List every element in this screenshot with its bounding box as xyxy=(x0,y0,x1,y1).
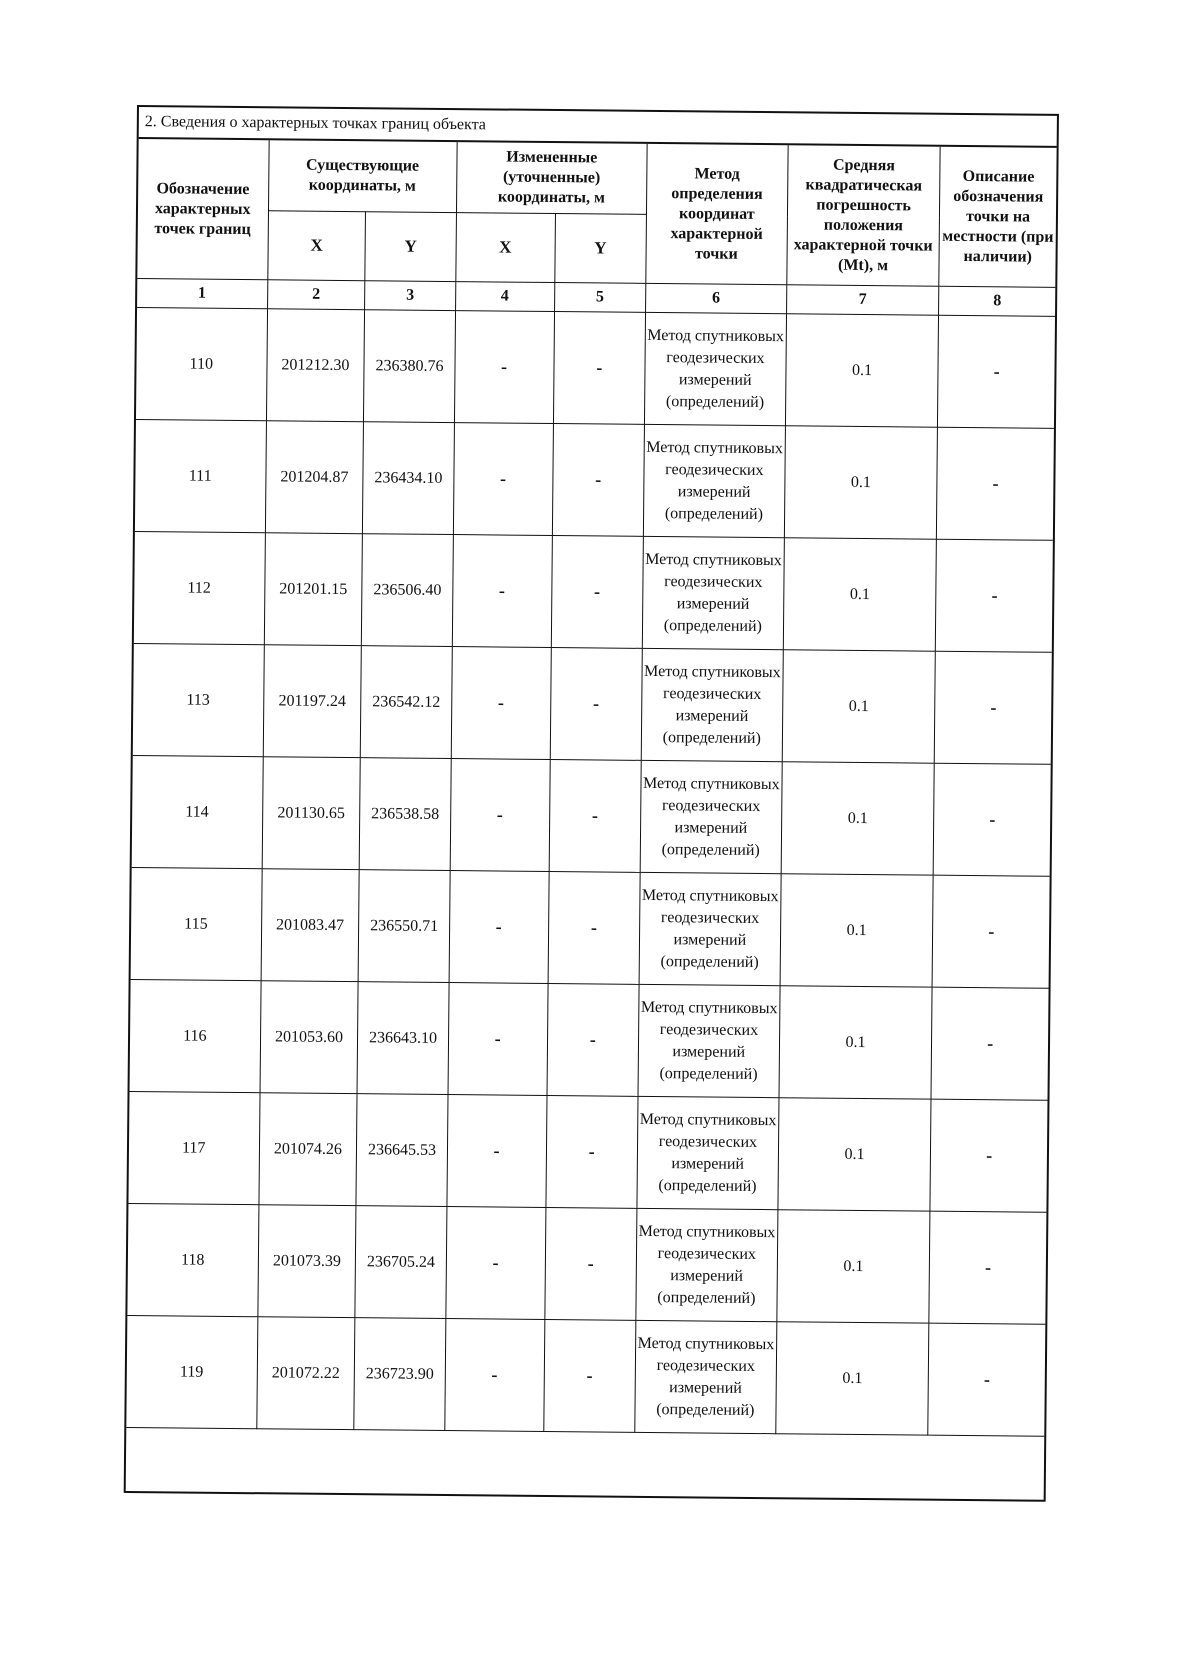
point-description: - xyxy=(934,763,1051,876)
existing-x: 201053.60 xyxy=(260,981,359,1094)
existing-x: 201083.47 xyxy=(261,869,360,982)
point-description: - xyxy=(937,427,1054,540)
header-changed-coordinates: Измененные (уточненные) координаты, м xyxy=(456,142,647,214)
header-existing-y: Y xyxy=(365,212,456,282)
mean-error: 0.1 xyxy=(784,426,938,539)
header-method: Метод определения координат характерной точки xyxy=(646,144,788,285)
changed-y: - xyxy=(548,871,640,984)
header-point-designation: Обозначение характерных точек границ xyxy=(137,139,268,280)
changed-y: - xyxy=(549,759,641,872)
changed-x: - xyxy=(450,759,550,872)
column-number: 1 xyxy=(137,279,267,309)
method-cell: Метод спутниковых геодезических измерений (определений) xyxy=(637,1096,779,1209)
changed-x: - xyxy=(448,983,548,1096)
changed-y: - xyxy=(551,536,643,649)
method-cell: Метод спутниковых геодезических измерений (определений) xyxy=(635,1320,777,1433)
table-row xyxy=(127,1203,1046,1324)
mean-error: 0.1 xyxy=(778,1098,932,1211)
header-existing-coordinates: Существующие координаты, м xyxy=(268,140,457,212)
existing-y: 236723.90 xyxy=(354,1318,445,1431)
mean-error: 0.1 xyxy=(783,538,937,651)
existing-x: 201073.39 xyxy=(257,1205,356,1318)
existing-y: 236645.53 xyxy=(356,1094,447,1207)
header-description: Описание обозначения точки на местности (при наличии) xyxy=(939,147,1056,288)
changed-y: - xyxy=(547,983,639,1096)
changed-x: - xyxy=(454,311,554,424)
point-id: 115 xyxy=(131,867,262,980)
method-cell: Метод спутниковых геодезических измерений (определений) xyxy=(640,760,782,873)
existing-y: 236380.76 xyxy=(364,310,455,423)
column-number: 4 xyxy=(455,282,554,312)
empty-footer-row xyxy=(126,1427,1045,1499)
point-description: - xyxy=(930,1099,1047,1212)
existing-y: 236550.71 xyxy=(358,870,449,983)
document-page xyxy=(124,105,1059,1502)
column-number: 7 xyxy=(786,285,939,315)
point-description: - xyxy=(929,1211,1046,1324)
changed-x: - xyxy=(451,647,551,760)
method-cell: Метод спутниковых геодезических измерений (определений) xyxy=(641,648,783,761)
existing-y: 236434.10 xyxy=(363,422,454,535)
header-mean-error: Средняя квадратическая погрешность положения характерной точки (Mt), м xyxy=(787,145,941,286)
table-row xyxy=(135,420,1054,541)
method-cell: Метод спутниковых геодезических измерений (определений) xyxy=(644,312,786,425)
changed-y: - xyxy=(550,647,642,760)
header-existing-x: X xyxy=(267,211,365,281)
point-description: - xyxy=(928,1323,1045,1436)
existing-y: 236506.40 xyxy=(362,534,453,647)
header-changed-x: X xyxy=(455,213,555,283)
changed-y: - xyxy=(552,424,644,537)
mean-error: 0.1 xyxy=(780,874,934,987)
table-row xyxy=(133,643,1052,764)
table-row xyxy=(131,867,1050,988)
existing-x: 201197.24 xyxy=(263,645,362,758)
table-row xyxy=(132,755,1051,876)
mean-error: 0.1 xyxy=(781,762,935,875)
existing-y: 236643.10 xyxy=(357,982,448,1095)
method-cell: Метод спутниковых геодезических измерений (определений) xyxy=(642,536,784,649)
point-id: 110 xyxy=(136,308,267,421)
section-caption: 2. Сведения о характерных точках границ объекта xyxy=(139,107,1057,148)
point-id: 118 xyxy=(127,1203,258,1316)
header-changed-y: Y xyxy=(554,214,646,284)
changed-y: - xyxy=(543,1319,635,1432)
changed-x: - xyxy=(452,535,552,648)
table-row xyxy=(130,979,1049,1100)
changed-y: - xyxy=(544,1207,636,1320)
column-number: 3 xyxy=(365,281,456,311)
point-id: 113 xyxy=(133,643,264,756)
changed-x: - xyxy=(446,1207,546,1320)
changed-x: - xyxy=(449,871,549,984)
point-id: 119 xyxy=(126,1315,257,1428)
table-row xyxy=(128,1091,1047,1212)
table-row xyxy=(136,308,1055,429)
mean-error: 0.1 xyxy=(776,1322,930,1435)
existing-x: 201204.87 xyxy=(265,421,364,534)
existing-x: 201072.22 xyxy=(256,1317,355,1430)
existing-x: 201201.15 xyxy=(264,533,363,646)
point-id: 114 xyxy=(132,755,263,868)
point-description: - xyxy=(935,651,1052,764)
changed-x: - xyxy=(447,1095,547,1208)
table-row xyxy=(126,1315,1045,1436)
point-description: - xyxy=(932,875,1049,988)
point-id: 117 xyxy=(128,1091,259,1204)
changed-x: - xyxy=(453,423,553,536)
method-cell: Метод спутниковых геодезических измерений (определений) xyxy=(639,872,781,985)
column-number: 6 xyxy=(645,283,786,313)
point-id: 116 xyxy=(130,979,261,1092)
mean-error: 0.1 xyxy=(779,986,933,1099)
changed-y: - xyxy=(545,1095,637,1208)
existing-y: 236538.58 xyxy=(360,758,451,871)
column-number: 8 xyxy=(939,286,1055,316)
method-cell: Метод спутниковых геодезических измерений (определений) xyxy=(643,424,785,537)
point-id: 112 xyxy=(134,531,265,644)
changed-y: - xyxy=(553,312,645,425)
mean-error: 0.1 xyxy=(777,1210,931,1323)
existing-y: 236542.12 xyxy=(361,646,452,759)
method-cell: Метод спутниковых геодезических измерений (определений) xyxy=(636,1208,778,1321)
existing-x: 201074.26 xyxy=(259,1093,358,1206)
table-row xyxy=(134,531,1053,652)
method-cell: Метод спутниковых геодезических измерений (определений) xyxy=(638,984,780,1097)
point-id: 111 xyxy=(135,420,266,533)
point-description: - xyxy=(936,539,1053,652)
point-description: - xyxy=(931,987,1048,1100)
mean-error: 0.1 xyxy=(782,650,936,763)
mean-error: 0.1 xyxy=(785,314,939,427)
existing-x: 201130.65 xyxy=(262,757,361,870)
existing-y: 236705.24 xyxy=(355,1206,446,1319)
changed-x: - xyxy=(444,1319,544,1432)
column-number: 5 xyxy=(554,283,646,313)
existing-x: 201212.30 xyxy=(266,309,365,422)
boundary-points-table xyxy=(126,139,1057,1500)
column-number: 2 xyxy=(267,280,365,310)
point-description: - xyxy=(938,315,1055,428)
